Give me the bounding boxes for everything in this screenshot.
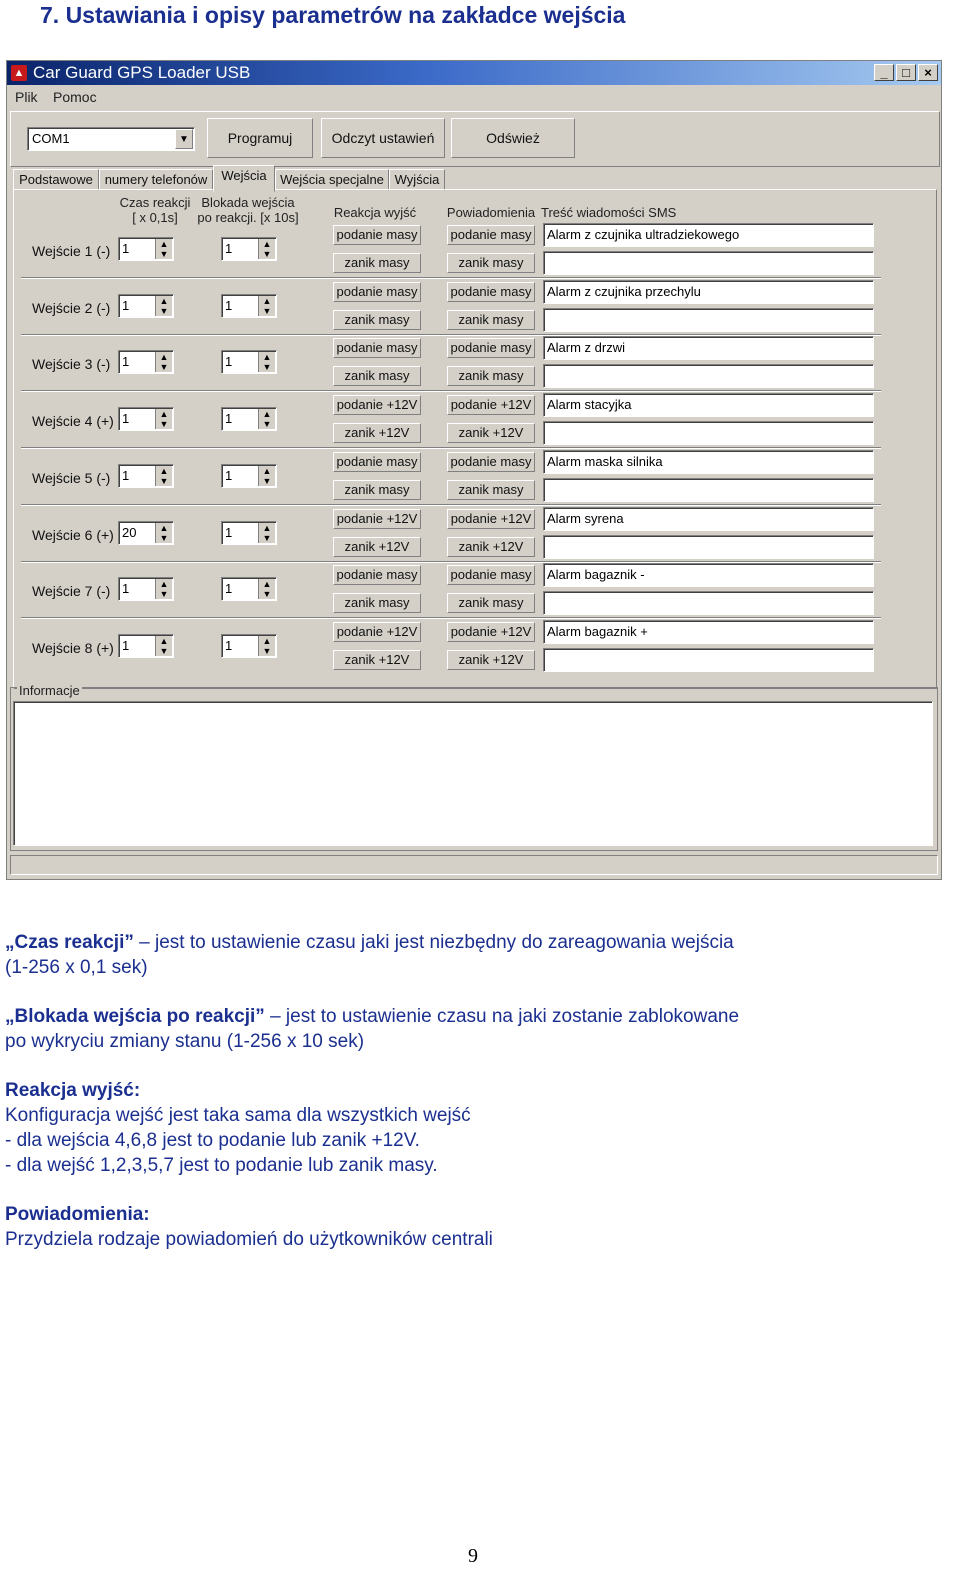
output-reaction-off-button[interactable]: zanik +12V xyxy=(333,650,421,670)
port-value: COM1 xyxy=(32,131,70,146)
block-time-spinner[interactable] xyxy=(221,521,277,545)
sms-text-off-field[interactable] xyxy=(543,251,874,275)
block-time-value: 1 xyxy=(225,241,233,256)
reaction-time-value: 1 xyxy=(122,354,130,369)
reaction-time-value: 1 xyxy=(122,241,130,256)
maximize-icon[interactable]: □ xyxy=(896,64,916,81)
input-label: Wejście 7 (-) xyxy=(32,583,111,599)
output-reaction-on-button[interactable]: podanie masy xyxy=(333,225,421,245)
output-reaction-off-button[interactable]: zanik masy xyxy=(333,253,421,273)
minimize-icon[interactable]: _ xyxy=(874,64,894,81)
notification-off-button[interactable]: zanik +12V xyxy=(447,650,535,670)
app-logo-icon: ▲ xyxy=(11,65,27,81)
tab-phone-numbers[interactable]: numery telefonów xyxy=(99,169,213,191)
notification-on-button[interactable]: podanie masy xyxy=(447,338,535,358)
block-term: „Blokada wejścia po reakcji” xyxy=(5,1006,265,1027)
input-label: Wejście 2 (-) xyxy=(32,300,111,316)
reaction-time-spinner[interactable] xyxy=(118,294,174,318)
block-time-value: 1 xyxy=(225,354,233,369)
menu-file[interactable]: Plik xyxy=(15,89,38,105)
notification-on-button[interactable]: podanie +12V xyxy=(447,622,535,642)
close-icon[interactable]: × xyxy=(918,64,938,81)
output-reaction-off-button[interactable]: zanik +12V xyxy=(333,423,421,443)
reaction-time-range: (1-256 x 0,1 sek) xyxy=(5,957,148,978)
block-text: – jest to ustawienie czasu na jaki zostanie zablokowane xyxy=(264,1006,740,1027)
reaction-time-text: – jest to ustawienie czasu jaki jest niezbędny do zareagowania wejścia xyxy=(133,932,734,953)
status-bar xyxy=(10,855,938,875)
notification-on-button[interactable]: podanie masy xyxy=(447,282,535,302)
menu-help[interactable]: Pomoc xyxy=(53,89,97,105)
block-range: po wykryciu zmiany stanu (1-256 x 10 sek) xyxy=(5,1031,365,1052)
block-time-spinner[interactable] xyxy=(221,577,277,601)
output-reaction-off-button[interactable]: zanik masy xyxy=(333,593,421,613)
output-reaction-on-button[interactable]: podanie masy xyxy=(333,282,421,302)
sms-text-off-field[interactable] xyxy=(543,591,874,615)
spinner-arrows-icon[interactable]: ▲ ▼ xyxy=(155,296,172,316)
reaction-time-value: 1 xyxy=(122,581,130,596)
notification-off-button[interactable]: zanik +12V xyxy=(447,423,535,443)
header-sms-text: Treść wiadomości SMS xyxy=(541,205,677,220)
spinner-arrows-icon[interactable]: ▲ ▼ xyxy=(258,636,275,656)
port-select[interactable] xyxy=(27,127,195,151)
sms-text-on-field[interactable]: Alarm bagaznik - xyxy=(543,563,874,587)
reaction-heading: Reakcja wyjść: xyxy=(5,1080,141,1101)
row-separator xyxy=(21,277,881,279)
spinner-arrows-icon[interactable]: ▲ ▼ xyxy=(155,352,172,372)
sms-text-on-field[interactable]: Alarm stacyjka xyxy=(543,393,874,417)
output-reaction-on-button[interactable]: podanie masy xyxy=(333,565,421,585)
notification-on-button[interactable]: podanie masy xyxy=(447,225,535,245)
reaction-time-value: 20 xyxy=(122,525,137,540)
output-reaction-off-button[interactable]: zanik masy xyxy=(333,366,421,386)
block-desc xyxy=(5,1004,739,1054)
info-textarea[interactable] xyxy=(13,701,933,846)
block-time-spinner[interactable] xyxy=(221,294,277,318)
input-label: Wejście 3 (-) xyxy=(32,356,111,372)
notification-on-button[interactable]: podanie masy xyxy=(447,565,535,585)
read-settings-button[interactable]: Odczyt ustawień xyxy=(321,118,445,158)
reaction-time-spinner[interactable] xyxy=(118,634,174,658)
block-time-spinner[interactable] xyxy=(221,634,277,658)
spinner-arrows-icon[interactable]: ▲ ▼ xyxy=(258,296,275,316)
spinner-arrows-icon[interactable]: ▲ ▼ xyxy=(155,636,172,656)
reaction-time-term: „Czas reakcji” xyxy=(5,932,134,953)
notification-off-button[interactable]: zanik +12V xyxy=(447,537,535,557)
block-time-value: 1 xyxy=(225,298,233,313)
notification-on-button[interactable]: podanie masy xyxy=(447,452,535,472)
sms-text-on-field[interactable]: Alarm z czujnika przechylu xyxy=(543,280,874,304)
sms-text-on-field[interactable]: Alarm z czujnika ultradziekowego xyxy=(543,223,874,247)
header-notifications: Powiadomienia xyxy=(446,205,536,220)
header-output-reaction: Reakcja wyjść xyxy=(333,205,417,220)
app-window xyxy=(6,60,942,880)
tab-special-inputs[interactable]: Wejścia specjalne xyxy=(275,169,389,191)
program-button[interactable]: Programuj xyxy=(207,118,313,158)
block-time-spinner[interactable] xyxy=(221,407,277,431)
notification-on-button[interactable]: podanie +12V xyxy=(447,509,535,529)
reaction-line-3: - dla wejść 1,2,3,5,7 jest to podanie lub zanik masy. xyxy=(5,1155,438,1176)
output-reaction-on-button[interactable]: podanie +12V xyxy=(333,509,421,529)
output-reaction-on-button[interactable]: podanie masy xyxy=(333,452,421,472)
spinner-arrows-icon[interactable]: ▲ ▼ xyxy=(155,523,172,543)
spinner-arrows-icon[interactable]: ▲ ▼ xyxy=(258,352,275,372)
sms-text-off-field[interactable] xyxy=(543,648,874,672)
notifications-line: Przydziela rodzaje powiadomień do użytkowników centrali xyxy=(5,1229,493,1250)
menu-bar xyxy=(7,87,941,107)
spinner-arrows-icon[interactable]: ▲ ▼ xyxy=(258,239,275,259)
notification-off-button[interactable]: zanik masy xyxy=(447,253,535,273)
reaction-time-spinner[interactable] xyxy=(118,407,174,431)
sms-text-on-field[interactable]: Alarm bagaznik + xyxy=(543,620,874,644)
chevron-down-icon[interactable]: ▼ xyxy=(175,129,193,149)
reaction-time-value: 1 xyxy=(122,298,130,313)
reaction-time-spinner[interactable] xyxy=(118,350,174,374)
header-block: Blokada wejścia po reakcji. [x 10s] xyxy=(197,195,299,225)
tab-outputs[interactable]: Wyjścia xyxy=(389,169,445,191)
reaction-time-value: 1 xyxy=(122,411,130,426)
block-time-spinner[interactable] xyxy=(221,237,277,261)
spinner-arrows-icon[interactable]: ▲ ▼ xyxy=(258,579,275,599)
output-reaction-on-button[interactable]: podanie masy xyxy=(333,338,421,358)
spinner-arrows-icon[interactable]: ▲ ▼ xyxy=(258,466,275,486)
reaction-time-spinner[interactable] xyxy=(118,464,174,488)
notification-off-button[interactable]: zanik masy xyxy=(447,310,535,330)
reaction-time-spinner[interactable] xyxy=(118,237,174,261)
reaction-line-2: - dla wejścia 4,6,8 jest to podanie lub zanik +12V. xyxy=(5,1130,420,1151)
spinner-arrows-icon[interactable]: ▲ ▼ xyxy=(155,409,172,429)
row-separator xyxy=(21,504,881,506)
reaction-time-value: 1 xyxy=(122,638,130,653)
sms-text-off-field[interactable] xyxy=(543,308,874,332)
reaction-time-desc xyxy=(5,930,734,980)
header-reaction-time: Czas reakcji [ x 0,1s] xyxy=(119,195,191,225)
spinner-arrows-icon[interactable]: ▲ ▼ xyxy=(155,239,172,259)
row-separator xyxy=(21,617,881,619)
sms-text-off-field[interactable] xyxy=(543,364,874,388)
reaction-time-spinner[interactable] xyxy=(118,577,174,601)
block-time-spinner[interactable] xyxy=(221,350,277,374)
reaction-line-1: Konfiguracja wejść jest taka sama dla wszystkich wejść xyxy=(5,1105,471,1126)
notification-on-button[interactable]: podanie +12V xyxy=(447,395,535,415)
reaction-section xyxy=(5,1078,471,1178)
input-label: Wejście 6 (+) xyxy=(32,527,114,543)
notification-off-button[interactable]: zanik masy xyxy=(447,593,535,613)
input-label: Wejście 1 (-) xyxy=(32,243,111,259)
notification-off-button[interactable]: zanik masy xyxy=(447,480,535,500)
spinner-arrows-icon[interactable]: ▲ ▼ xyxy=(258,409,275,429)
title-bar xyxy=(7,61,941,85)
row-separator xyxy=(21,390,881,392)
notification-off-button[interactable]: zanik masy xyxy=(447,366,535,386)
row-separator xyxy=(21,447,881,449)
block-time-value: 1 xyxy=(225,411,233,426)
output-reaction-off-button[interactable]: zanik masy xyxy=(333,310,421,330)
reaction-time-spinner[interactable] xyxy=(118,521,174,545)
output-reaction-on-button[interactable]: podanie +12V xyxy=(333,622,421,642)
block-time-value: 1 xyxy=(225,581,233,596)
block-time-value: 1 xyxy=(225,525,233,540)
tab-inputs[interactable]: Wejścia xyxy=(213,165,275,192)
spinner-arrows-icon[interactable]: ▲ ▼ xyxy=(155,466,172,486)
notifications-section xyxy=(5,1202,493,1252)
notifications-heading: Powiadomienia: xyxy=(5,1204,150,1225)
spinner-arrows-icon[interactable]: ▲ ▼ xyxy=(155,579,172,599)
output-reaction-off-button[interactable]: zanik masy xyxy=(333,480,421,500)
spinner-arrows-icon[interactable]: ▲ ▼ xyxy=(258,523,275,543)
page-number: 9 xyxy=(468,1545,478,1567)
input-label: Wejście 5 (-) xyxy=(32,470,111,486)
sms-text-on-field[interactable]: Alarm z drzwi xyxy=(543,336,874,360)
output-reaction-off-button[interactable]: zanik +12V xyxy=(333,537,421,557)
sms-text-off-field[interactable] xyxy=(543,421,874,445)
reaction-time-value: 1 xyxy=(122,468,130,483)
sms-text-on-field[interactable]: Alarm syrena xyxy=(543,507,874,531)
info-label: Informacje xyxy=(19,683,80,698)
block-time-spinner[interactable] xyxy=(221,464,277,488)
block-time-value: 1 xyxy=(225,638,233,653)
section-heading: 7. Ustawiania i opisy parametrów na zakładce wejścia xyxy=(40,2,626,28)
sms-text-off-field[interactable] xyxy=(543,478,874,502)
output-reaction-on-button[interactable]: podanie +12V xyxy=(333,395,421,415)
input-label: Wejście 4 (+) xyxy=(32,413,114,429)
sms-text-off-field[interactable] xyxy=(543,535,874,559)
input-label: Wejście 8 (+) xyxy=(32,640,114,656)
window-title: Car Guard GPS Loader USB xyxy=(33,63,251,82)
tab-basic[interactable]: Podstawowe xyxy=(13,169,99,191)
refresh-button[interactable]: Odśwież xyxy=(451,118,575,158)
block-time-value: 1 xyxy=(225,468,233,483)
sms-text-on-field[interactable]: Alarm maska silnika xyxy=(543,450,874,474)
